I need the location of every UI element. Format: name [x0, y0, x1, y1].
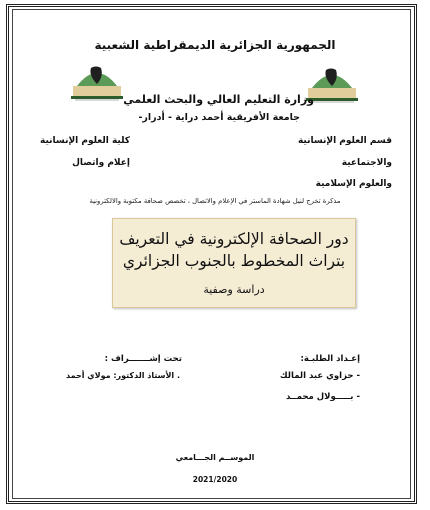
faculty-name: كلية العلوم الإنسانية	[40, 136, 130, 146]
student-name: - حزاوي عبد المالك	[279, 371, 360, 381]
ministry-heading: وزارة التعليم العالي والبحث العلمي	[123, 93, 314, 106]
department-line-3: والعلوم الإسلامية	[315, 179, 392, 189]
thesis-title-line-2: بتراث المخطوط بالجنوب الجزائري	[122, 252, 346, 270]
supervisor-name: . الأستاذ الدكتور: مولاي أحمد	[66, 371, 180, 380]
supervision-heading: تحت إشـــــــراف :	[104, 354, 182, 364]
university-name: جامعة الأفريقية أحمد دراية - أدرار-	[138, 112, 300, 123]
students-heading: إعـداد الطلبـة:	[300, 354, 360, 364]
thesis-subtitle: دراسة وصفية	[203, 283, 265, 296]
academic-year-label: الموســم الجـــامعي	[175, 453, 255, 462]
thesis-title-line-1: دور الصحافة الإلكترونية في التعريف	[119, 230, 349, 248]
department-line-2: والاجتماعية	[341, 158, 392, 168]
memo-description: مذكرة تخرج لنيل شهادة الماستر في الإعلام والاتصال ، تخصص صحافة مكتوبة والالكترونية	[89, 197, 341, 205]
department-line-1: قسم العلوم الإنسانية	[297, 136, 392, 146]
academic-year-value: 2021/2020	[192, 475, 238, 484]
student-name: - بـــــولال محمــد	[285, 392, 360, 402]
specialty-name: إعلام واتصال	[72, 158, 130, 168]
university-logo-icon	[67, 60, 127, 102]
thesis-title-box	[112, 218, 356, 308]
republic-heading: الجمهورية الجزائرية الديمقراطية الشعبية	[94, 38, 336, 52]
